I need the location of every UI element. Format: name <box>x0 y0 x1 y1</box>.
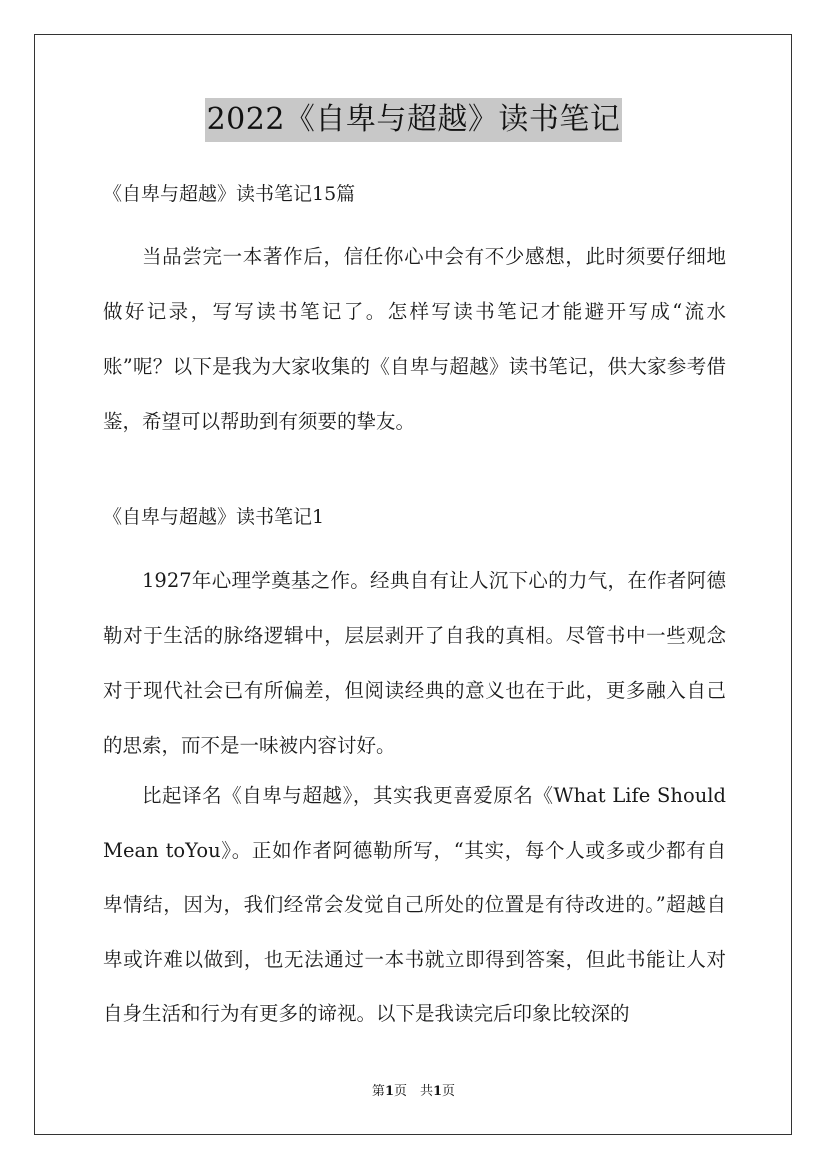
section-heading: 《自卑与超越》读书笔记1 <box>103 506 325 528</box>
intro-paragraph: 当品尝完一本著作后，信任你心中会有不少感想，此时须要仔细地做好记录，写写读书笔记了。怎样写读书笔记才能避开写成“流水账”呢？以下是我为大家收集的《自卑与超越》读书笔记，供大家参考借鉴，希望可以帮助到有须要的挚友。 <box>103 245 726 433</box>
footer-page-current: 1 <box>384 1084 394 1099</box>
title-container <box>0 98 827 142</box>
body-paragraph-2: 比起译名《自卑与超越》，其实我更喜爱原名《What Life Should Mean toYou》。正如作者阿德勒所写，“其实，每个人或多或少都有自卑情结，因为，我们经常会发觉自己所处的位置是有待改进的。”超越自卑或许难以做到，也无法通过一本书就立即得到答案，但此书能让人对自身生活和行为有更多的谛视。以下是我读完后印象比较深的 <box>103 784 726 1025</box>
document-title: 2022《自卑与超越》读书笔记 <box>205 98 623 142</box>
footer-page-suffix: 页 <box>442 1084 456 1099</box>
footer-page-total: 1 <box>433 1084 443 1099</box>
page-footer <box>0 1083 827 1101</box>
document-subtitle: 《自卑与超越》读书笔记15篇 <box>103 183 356 205</box>
footer-page-mid: 页 共 <box>393 1084 433 1099</box>
footer-page-prefix: 第 <box>371 1084 385 1099</box>
body-paragraph-1: 1927年心理学奠基之作。经典自有让人沉下心的力气，在作者阿德勒对于生活的脉络逻辑中，层层剥开了自我的真相。尽管书中一些观念对于现代社会已有所偏差，但阅读经典的意义也在于此，更多融入自己的思索，而不是一味被内容讨好。 <box>103 569 726 757</box>
